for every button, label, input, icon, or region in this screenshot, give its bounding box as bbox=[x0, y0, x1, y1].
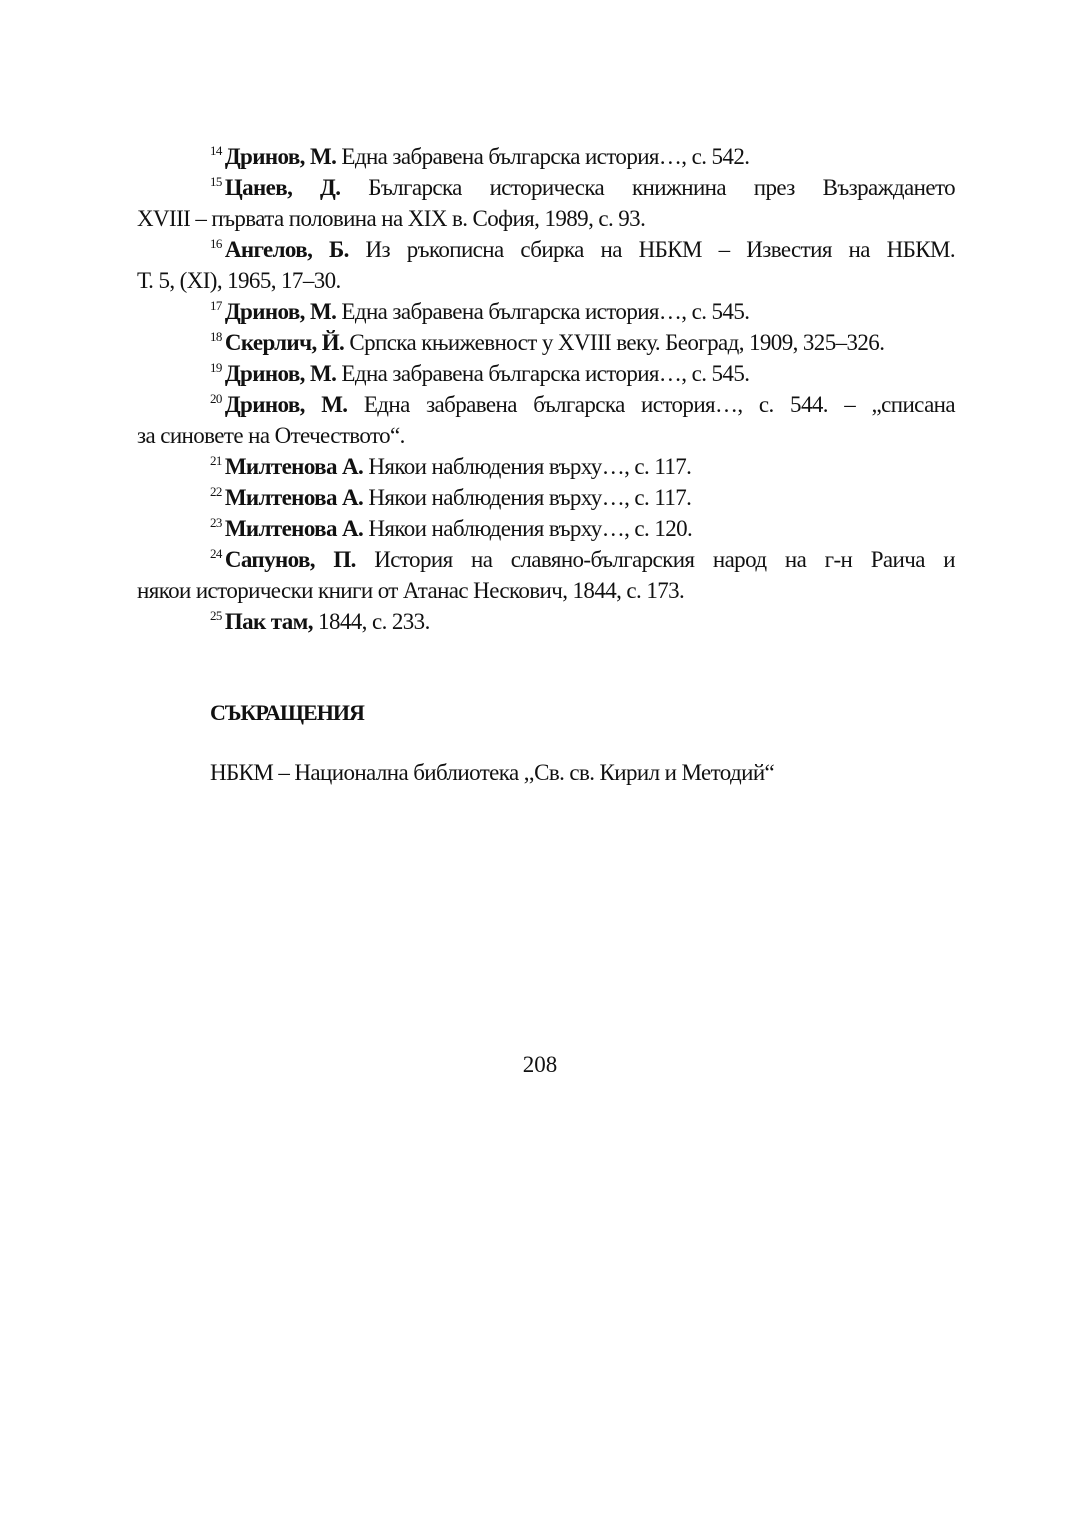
footnote-text: Една забравена българска история…, с. 544. – „списана bbox=[347, 392, 955, 417]
footnote-text: Из ръкописна сбирка на НБКМ – Известия на НБКМ. bbox=[348, 237, 955, 262]
footnote bbox=[137, 482, 955, 513]
footnote-author: Дринов, М. bbox=[224, 144, 337, 169]
footnote-author: Цанев, Д. bbox=[224, 175, 341, 200]
footnote-author: Дринов, М. bbox=[224, 299, 337, 324]
footnote-author: Милтенова А. bbox=[224, 485, 364, 510]
footnote-text: някои исторически книги от Атанас Нескович, 1844, с. 173. bbox=[137, 578, 685, 603]
footnote-number: 21 bbox=[210, 453, 222, 468]
footnote-continuation bbox=[137, 420, 955, 451]
footnote-text: Една забравена българска история…, с. 545. bbox=[336, 299, 750, 324]
footnote-continuation bbox=[137, 575, 955, 606]
abbreviation-item: НБКМ – Национална библиотека ,,Св. св. Кирил и Методий“ bbox=[210, 760, 775, 785]
footnote-text: Српска књижевност у XVIII веку. Београд, 1909, 325–326. bbox=[344, 330, 885, 355]
footnote bbox=[137, 141, 955, 172]
footnote bbox=[137, 389, 955, 420]
footnote-text: Т. 5, (XI), 1965, 17–30. bbox=[137, 268, 341, 293]
footnote-number: 15 bbox=[210, 174, 222, 189]
footnote-number: 18 bbox=[210, 329, 222, 344]
footnote-author: Скерлич, Й. bbox=[224, 330, 345, 355]
footnote-number: 17 bbox=[210, 298, 222, 313]
footnote-continuation bbox=[137, 265, 955, 296]
footnote-text: XVIII – първата половина на XIX в. София, 1989, с. 93. bbox=[137, 206, 646, 231]
footnote-number: 24 bbox=[210, 546, 222, 561]
footnote-author: Дринов, М. bbox=[224, 361, 337, 386]
footnote-text: Една забравена българска история…, с. 545. bbox=[336, 361, 750, 386]
footnote-author: Милтенова А. bbox=[224, 454, 364, 479]
footnote bbox=[137, 606, 955, 637]
abbreviations-heading: СЪКРАЩЕНИЯ bbox=[210, 700, 364, 725]
footnote bbox=[137, 513, 955, 544]
footnote-number: 23 bbox=[210, 515, 222, 530]
footnotes-list bbox=[137, 141, 955, 637]
footnote bbox=[137, 172, 955, 203]
footnote-number: 16 bbox=[210, 236, 222, 251]
footnote bbox=[137, 296, 955, 327]
footnote-number: 22 bbox=[210, 484, 222, 499]
footnote-author: Ангелов, Б. bbox=[224, 237, 349, 262]
footnote-author: Пак там, bbox=[224, 609, 313, 634]
footnote-author: Милтенова А. bbox=[224, 516, 364, 541]
footnote-number: 20 bbox=[210, 391, 222, 406]
footnote-text: Българска историческа книжнина през Възраждането bbox=[340, 175, 955, 200]
footnote-author: Сапунов, П. bbox=[224, 547, 356, 572]
footnote bbox=[137, 451, 955, 482]
footnote-author: Дринов, М. bbox=[224, 392, 348, 417]
footnote-text: История на славяно-българския народ на г-н Раича и bbox=[355, 547, 955, 572]
page-number: 208 bbox=[522, 1052, 558, 1077]
footnote-text: Една забравена българска история…, с. 542. bbox=[336, 144, 750, 169]
footnote bbox=[137, 327, 955, 358]
footnote-continuation bbox=[137, 203, 955, 234]
footnote-text: Някои наблюдения върху…, с. 117. bbox=[363, 485, 692, 510]
footnote-number: 19 bbox=[210, 360, 222, 375]
footnote-text: за синовете на Отечеството“. bbox=[137, 423, 405, 448]
footnote bbox=[137, 544, 955, 575]
footnote-number: 25 bbox=[210, 608, 222, 623]
footnote-text: 1844, с. 233. bbox=[312, 609, 430, 634]
footnote-number: 14 bbox=[210, 143, 222, 158]
footnote bbox=[137, 234, 955, 265]
footnote bbox=[137, 358, 955, 389]
footnote-text: Някои наблюдения върху…, с. 117. bbox=[363, 454, 692, 479]
footnote-text: Някои наблюдения върху…, с. 120. bbox=[363, 516, 693, 541]
